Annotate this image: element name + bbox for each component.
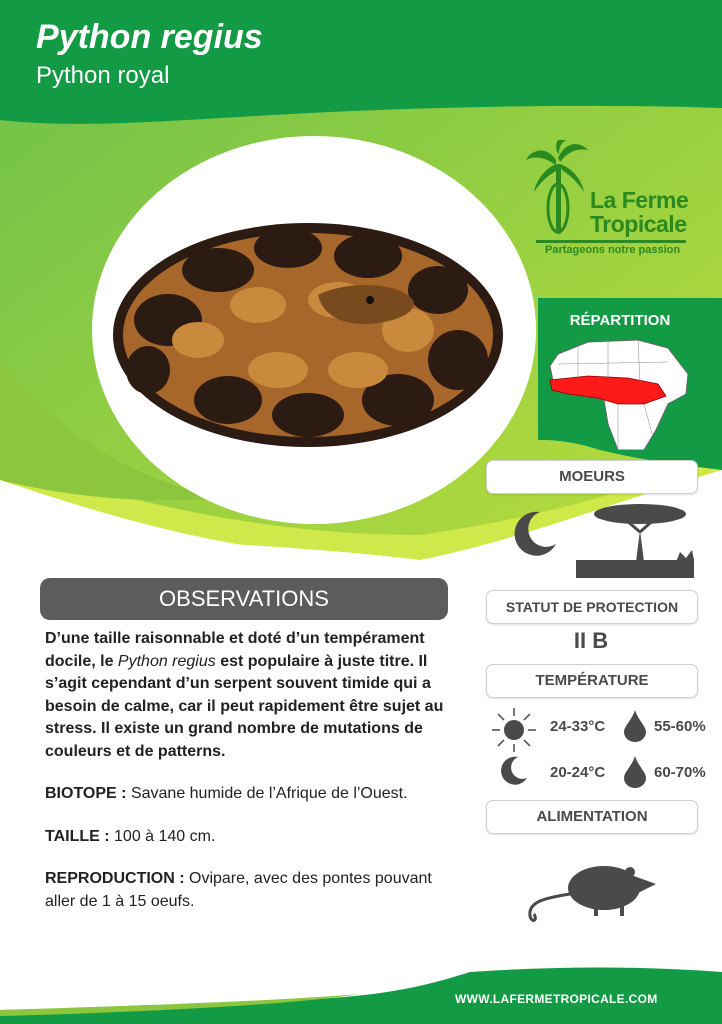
repartition-title: RÉPARTITION	[569, 312, 671, 329]
humidity-drop-icon	[624, 756, 646, 788]
night-temperature: 20-24°C	[550, 764, 606, 781]
night-moon-icon	[500, 756, 528, 786]
protection-status: II B	[573, 628, 609, 653]
logo-tagline: Partageons notre passion	[545, 244, 681, 256]
africa-range-map	[548, 334, 698, 450]
common-name: Python royal	[36, 62, 170, 89]
footer-url[interactable]: WWW.LAFERMETROPICALE.COM	[455, 992, 658, 1006]
moon-icon	[512, 510, 558, 556]
day-humidity: 55-60%	[654, 718, 706, 735]
observations-header: OBSERVATIONS	[40, 578, 448, 620]
observations-body	[45, 628, 455, 933]
temperature-pill: TEMPÉRATURE	[486, 664, 698, 698]
python-photo	[108, 200, 508, 450]
day-temperature: 24-33°C	[550, 718, 606, 735]
humidity-drop-icon	[624, 710, 646, 742]
moeurs-pill: MOEURS	[486, 460, 698, 494]
sun-icon	[492, 708, 536, 752]
protection-pill: STATUT DE PROTECTION	[486, 590, 698, 624]
observations-intro: D’une taille raisonnable et doté d’un tempérament docile, le Python regius est populaire à juste titre. Il s’agit cependant d’un serpent souvent timide qui a besoin de calme, car il peut rapidement être sujet au stress. Il existe un grand nombre de mutations de couleurs et de patterns.	[45, 630, 444, 760]
biotope: BIOTOPE : Savane humide de l’Afrique de l’Ouest.	[45, 785, 408, 802]
reproduction: REPRODUCTION : Ovipare, avec des pontes pouvant aller de 1 à 15 oeufs.	[45, 870, 432, 910]
night-humidity: 60-70%	[654, 764, 706, 781]
taille: TAILLE : 100 à 140 cm.	[45, 827, 216, 845]
savanna-tree-icon	[576, 500, 694, 578]
logo-name: La Ferme Tropicale	[590, 187, 689, 237]
alimentation-pill: ALIMENTATION	[486, 800, 698, 834]
rat-icon	[524, 858, 660, 926]
latin-name: Python regius	[36, 18, 263, 56]
